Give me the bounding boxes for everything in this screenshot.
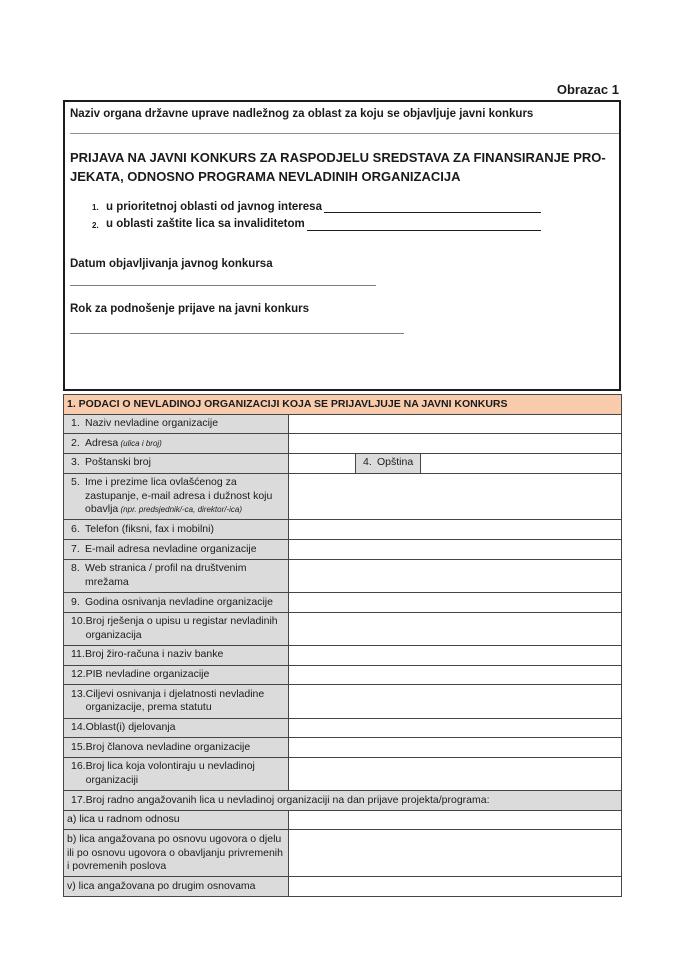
- field-label-cell: [64, 559, 289, 592]
- field-label: Broj članova nevladine organizacije: [85, 740, 251, 753]
- field-number: 1.: [71, 417, 80, 430]
- deadline-blank-line: [70, 333, 404, 334]
- table-row: [64, 877, 622, 897]
- field-value-cell: [289, 473, 622, 520]
- item-number: 2.: [92, 220, 99, 230]
- field-label: PIB nevladine organizacije: [85, 668, 210, 681]
- table-row: [64, 593, 622, 613]
- field-label-cell: [64, 612, 289, 645]
- field-number: 11.: [71, 648, 85, 661]
- field-label-cell: [64, 540, 289, 560]
- table-row: [64, 830, 622, 877]
- section-1-header-row: [64, 395, 622, 415]
- field-label: Broj žiro-računa i naziv banke: [85, 648, 224, 661]
- form-number-label: Obrazac 1: [556, 82, 619, 97]
- field-label: E-mail adresa nevladine organizacije: [85, 542, 257, 555]
- field-label-cell: [64, 738, 289, 758]
- field-note: (ulica i broj): [118, 438, 162, 448]
- field-label-cell: [64, 718, 289, 738]
- field-label-cell: [64, 520, 289, 540]
- field-number: 14.: [71, 721, 86, 734]
- field-number: 5.: [71, 476, 80, 489]
- field-number: 6.: [71, 522, 80, 535]
- field-label: Telefon (fiksni, fax i mobilni): [85, 522, 214, 535]
- field-label-cell: b) lica angažovana po osnovu ugovora o djelu ili po osnovu ugovora o obavljanju privremenih i povremenih poslova: [64, 830, 289, 877]
- field-label: Broj lica koja volontiraju u nevladinoj organizaciji: [85, 760, 255, 786]
- field-label: Ciljevi osnivanja i djelatnosti nevladine organizacije, prema statutu: [85, 687, 265, 714]
- field-value-cell: [289, 665, 622, 685]
- field-label: Adresa (ulica i broj): [85, 436, 162, 449]
- item-blank-line: [307, 230, 541, 231]
- field-number: 13.: [71, 687, 86, 700]
- table-row: [64, 810, 622, 830]
- field-value-cell: [289, 520, 622, 540]
- table-row: [64, 757, 622, 790]
- field-label-cell: [64, 414, 289, 434]
- field-value-cell: [289, 559, 622, 592]
- field-label-cell: [64, 685, 289, 718]
- field-value-cell: [289, 718, 622, 738]
- field-number: 7.: [71, 542, 80, 555]
- field-number: 16.: [71, 760, 86, 773]
- page-content: [63, 0, 621, 897]
- field-number: 10.: [71, 615, 86, 628]
- field-value-cell: [289, 434, 622, 454]
- table-row: [64, 665, 622, 685]
- table-row: [64, 453, 622, 473]
- field-number: 2.: [71, 436, 80, 449]
- table-row: [64, 559, 622, 592]
- priority-area-item: [92, 216, 541, 233]
- publication-date-label: Datum objavljivanja javnog konkursa: [70, 257, 273, 270]
- field-label: Ime i prezime lica ovlašćenog za zastupanje, e-mail adresa i dužnost koju obavlja (npr. predsjednik/-ca, direktor/-ica): [85, 476, 273, 516]
- field-label-cell: [356, 453, 421, 473]
- field-label-cell: [64, 645, 289, 665]
- section-1-title: 1. PODACI O NEVLADINOJ ORGANIZACIJI KOJA SE PRIJAVLJUJE NA JAVNI KONKURS: [64, 395, 622, 415]
- application-title: [70, 149, 613, 187]
- field-note: (npr. predsjednik/-ca, direktor/-ica): [118, 505, 243, 515]
- deadline-label: Rok za podnošenje prijave na javni konkurs: [70, 302, 310, 315]
- field-label: Web stranica / profil na društvenim mrežama: [85, 562, 247, 588]
- field-number: 15.: [71, 740, 86, 753]
- item-label: u oblasti zaštite lica sa invaliditetom: [106, 218, 305, 231]
- field-label: Poštanski broj: [85, 456, 151, 469]
- field-label: Broj radno angažovanih lica u nevladinoj organizaciji na dan prijave projekta/programa:: [85, 793, 490, 806]
- field-number: 4.: [363, 456, 372, 469]
- field-value-cell: [289, 593, 622, 613]
- table-row: [64, 612, 622, 645]
- field-label-cell: v) lica angažovana po drugim osnovama: [64, 877, 289, 897]
- field-value-cell: [289, 645, 622, 665]
- field-label: Naziv nevladine organizacije: [85, 417, 219, 430]
- field-label-cell: [64, 453, 289, 473]
- field-label-cell: [64, 473, 289, 520]
- priority-area-list: [70, 199, 613, 234]
- field-value-cell: [289, 414, 622, 434]
- field-label-cell: [64, 791, 622, 811]
- field-label: Broj rješenja o upisu u registar nevladinih organizacija: [85, 615, 278, 641]
- authority-name-caption: Naziv organa državne uprave nadležnog za oblast za koju se objavljuje javni konkurs: [70, 108, 534, 120]
- field-label: Opština: [377, 456, 414, 469]
- item-blank-line: [324, 212, 541, 213]
- table-row: [64, 540, 622, 560]
- table-row: [64, 473, 622, 520]
- priority-area-item: [92, 199, 541, 216]
- field-number: 3.: [71, 456, 80, 469]
- table-row: [64, 791, 622, 811]
- table-row: [64, 434, 622, 454]
- field-label: Godina osnivanja nevladine organizacije: [85, 595, 273, 608]
- field-value-cell: [289, 877, 622, 897]
- field-label-cell: [64, 757, 289, 790]
- table-row: [64, 414, 622, 434]
- application-title-line1: PRIJAVA NA JAVNI KONKURS ZA RASPODJELU SREDSTAVA ZA FINANSIRANJE PRO-: [70, 150, 606, 166]
- field-value-cell: [289, 830, 622, 877]
- field-number: 12.: [71, 668, 86, 681]
- table-row: [64, 520, 622, 540]
- field-value-cell: [289, 685, 622, 718]
- header-box: [63, 100, 621, 391]
- field-label-cell: [64, 434, 289, 454]
- field-number: 8.: [71, 562, 80, 575]
- publication-date-blank-line: [70, 285, 376, 286]
- ngo-data-table: [63, 394, 622, 897]
- table-row: [64, 718, 622, 738]
- table-row: [64, 685, 622, 718]
- field-value-cell: [289, 738, 622, 758]
- item-label: u prioritetnoj oblasti od javnog interesa: [106, 201, 322, 214]
- table-row: [64, 738, 622, 758]
- field-label: Oblast(i) djelovanja: [85, 721, 176, 734]
- field-value-cell: [289, 757, 622, 790]
- field-value-cell: [289, 540, 622, 560]
- authority-name-blank-line: [70, 133, 621, 134]
- field-label-cell: a) lica u radnom odnosu: [64, 810, 289, 830]
- field-number: 9.: [71, 595, 80, 608]
- field-value-cell: [289, 810, 622, 830]
- field-value-cell: [289, 453, 356, 473]
- field-value-cell: [289, 612, 622, 645]
- field-value-cell: [421, 453, 622, 473]
- field-label-cell: [64, 593, 289, 613]
- item-number: 1.: [92, 203, 99, 213]
- field-number: 17.: [71, 793, 86, 806]
- table-row: [64, 645, 622, 665]
- application-title-line2: JEKATA, ODNOSNO PROGRAMA NEVLADINIH ORGANIZACIJA: [70, 169, 461, 185]
- field-label-cell: [64, 665, 289, 685]
